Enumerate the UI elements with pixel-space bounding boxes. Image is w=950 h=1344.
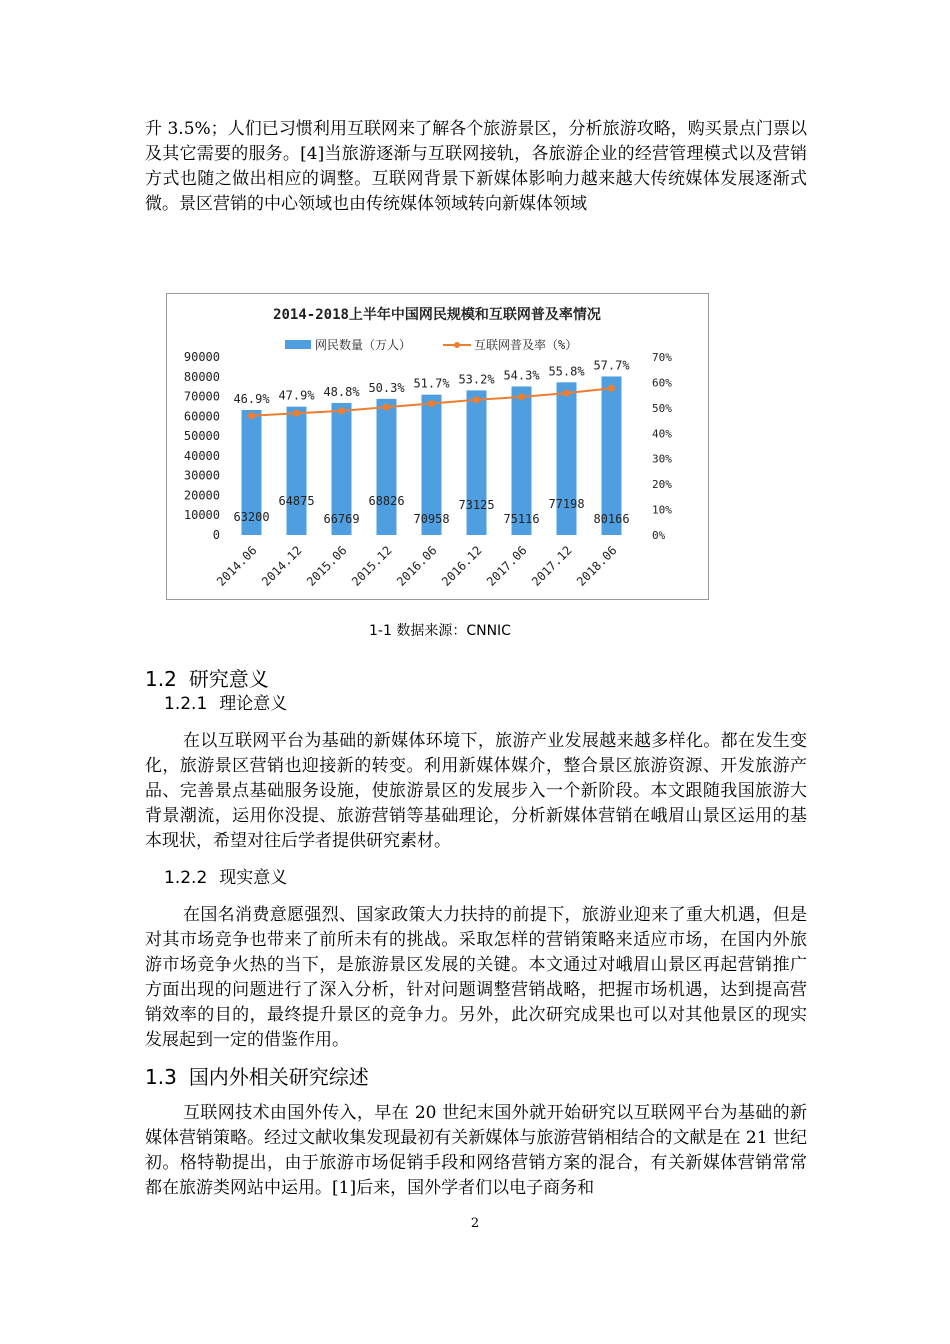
right-axis-tick-label: 10% [652, 503, 672, 517]
bar-value-label: 66769 [323, 512, 360, 526]
rate-point [338, 407, 345, 414]
right-axis-tick-label: 50% [652, 401, 672, 415]
left-axis-tick-label: 0 [212, 528, 220, 542]
right-axis-tick-label: 60% [652, 376, 672, 390]
bar-value-label: 63200 [233, 510, 270, 524]
left-axis-tick-label: 80000 [183, 369, 220, 384]
left-axis-tick-label: 30000 [183, 468, 220, 483]
x-axis-tick-label: 2015.06 [303, 543, 350, 589]
right-axis-tick-label: 0% [652, 529, 666, 542]
legend-line-marker [454, 342, 460, 348]
x-axis-tick-label: 2017.12 [528, 543, 575, 589]
bar-value-label: 75116 [503, 512, 540, 526]
section-number: 1.2 [145, 667, 177, 691]
left-axis-tick-label: 70000 [183, 389, 220, 404]
rate-point [428, 400, 435, 407]
rate-value-label: 47.9% [278, 388, 315, 403]
rate-value-label: 54.3% [503, 368, 540, 383]
section-title: 研究意义 [188, 667, 269, 691]
rate-value-label: 51.7% [413, 376, 450, 391]
figure-chart [166, 293, 709, 600]
rate-value-label: 46.9% [233, 392, 270, 407]
paragraph-practical-significance: 在国名消费意愿强烈、国家政策大力扶持的前提下，旅游业迎来了重大机遇，但是对其市场竞争也带来了前所未有的挑战。采取怎样的营销策略来适应市场，在国内外旅游市场竞争火热的当下，是旅游景区发展的关键。本文通过对峨眉山景区再起营销推广方面出现的问题进行了深入分析，针对问题调整营销战略，把握市场机遇，达到提高营销效率的目的，最终提升景区的竞争力。另外，此次研究成果也可以对其他景区的现实发展起到一定的借鉴作用。 [145, 905, 807, 1050]
subsection-heading-1-2-2 [164, 866, 287, 890]
x-axis-tick-label: 2014.06 [213, 543, 260, 589]
right-axis-tick-label: 20% [652, 478, 672, 492]
right-axis-tick-label: 70% [652, 351, 672, 364]
right-axis-tick-label: 30% [652, 452, 672, 466]
bar-value-label: 77198 [548, 497, 585, 511]
paragraph-theoretical-significance: 在以互联网平台为基础的新媒体环境下，旅游产业发展越来越多样化。都在发生变化，旅游景区营销也迎接新的转变。利用新媒体媒介，整合景区旅游资源、开发旅游产品、完善景点基础服务设施，使旅游景区的发展步入一个新阶段。本文跟随我国旅游大背景潮流，运用你没提、旅游营销等基础理论，分析新媒体营销在峨眉山景区运用的基本现状，希望对往后学者提供研究素材。 [145, 731, 807, 851]
rate-value-label: 50.3% [368, 380, 405, 395]
bar-value-label: 70958 [413, 512, 450, 526]
left-axis-tick-label: 90000 [183, 350, 220, 364]
rate-value-label: 53.2% [458, 372, 495, 387]
x-axis-tick-label: 2015.12 [348, 543, 395, 589]
data-bar [287, 407, 307, 535]
bar-value-label: 64875 [278, 494, 315, 508]
section-number: 1.3 [145, 1065, 177, 1089]
left-axis-tick-label: 40000 [183, 448, 220, 463]
paragraph-literature-review: 互联网技术由国外传入，早在 20 世纪末国外就开始研究以互联网平台为基础的新媒体营销策略。经过文献收集发现最初有关新媒体与旅游营销相结合的文献是在 21 世纪初。格特勒提出，由于旅游市场促销手段和网络营销方案的混合，有关新媒体营销常常都在旅游类网站中运用。[1]后来，国外学者们以电子商务和 [145, 1103, 807, 1198]
rate-point [563, 390, 570, 397]
intro-paragraph: 升 3.5%；人们已习惯利用互联网来了解各个旅游景区，分析旅游攻略，购买景点门票以及其它需要的服务。[4]当旅游逐渐与互联网接轨，各旅游企业的经营管理模式以及营销方式也随之做出相应的调整。互联网背景下新媒体影响力越来越大传统媒体发展逐渐式微。景区营销的中心领域也由传统媒体领域转向新媒体领域 [145, 119, 807, 214]
x-axis-tick-label: 2014.12 [258, 543, 305, 589]
data-bar [557, 382, 577, 535]
x-axis-tick-label: 2018.06 [573, 543, 620, 589]
chart-svg [167, 294, 708, 599]
rate-value-label: 57.7% [593, 358, 630, 373]
figure-caption: 1-1 数据来源：CNNIC [369, 623, 511, 639]
rate-value-label: 48.8% [323, 384, 360, 399]
bar-value-label: 73125 [458, 498, 495, 512]
left-axis-tick-label: 10000 [183, 508, 220, 523]
left-axis-tick-label: 60000 [183, 409, 220, 424]
rate-point [293, 410, 300, 417]
rate-value-label: 55.8% [548, 364, 585, 379]
x-axis-tick-label: 2016.12 [438, 543, 485, 589]
data-bar [467, 390, 487, 535]
left-axis-tick-label: 20000 [183, 488, 220, 503]
subsection-title: 理论意义 [219, 694, 288, 714]
legend-bar-label: 网民数量（万人） [315, 338, 412, 352]
bar-value-label: 80166 [593, 512, 630, 526]
chart-title: 2014-2018上半年中国网民规模和互联网普及率情况 [273, 307, 601, 323]
rate-point [473, 396, 480, 403]
rate-point [608, 385, 615, 392]
x-axis-tick-label: 2016.06 [393, 543, 440, 589]
bar-value-label: 68826 [368, 494, 405, 508]
legend-line-label: 互联网普及率（%） [474, 338, 578, 352]
legend-bar-swatch [285, 340, 311, 349]
rate-point [518, 393, 525, 400]
left-axis-tick-label: 50000 [183, 429, 220, 444]
subsection-number: 1.2.2 [164, 868, 208, 888]
right-axis-tick-label: 40% [652, 427, 672, 441]
x-axis-tick-label: 2017.06 [483, 543, 530, 589]
subsection-heading-1-2-1 [164, 692, 287, 716]
page-number: 2 [470, 1216, 480, 1231]
section-title: 国内外相关研究综述 [188, 1065, 369, 1089]
rate-point [248, 412, 255, 419]
data-bar [377, 399, 397, 535]
subsection-title: 现实意义 [219, 868, 288, 888]
section-heading-1-3 [145, 1064, 369, 1090]
subsection-number: 1.2.1 [164, 694, 208, 714]
section-heading-1-2 [145, 666, 269, 692]
rate-point [383, 404, 390, 411]
